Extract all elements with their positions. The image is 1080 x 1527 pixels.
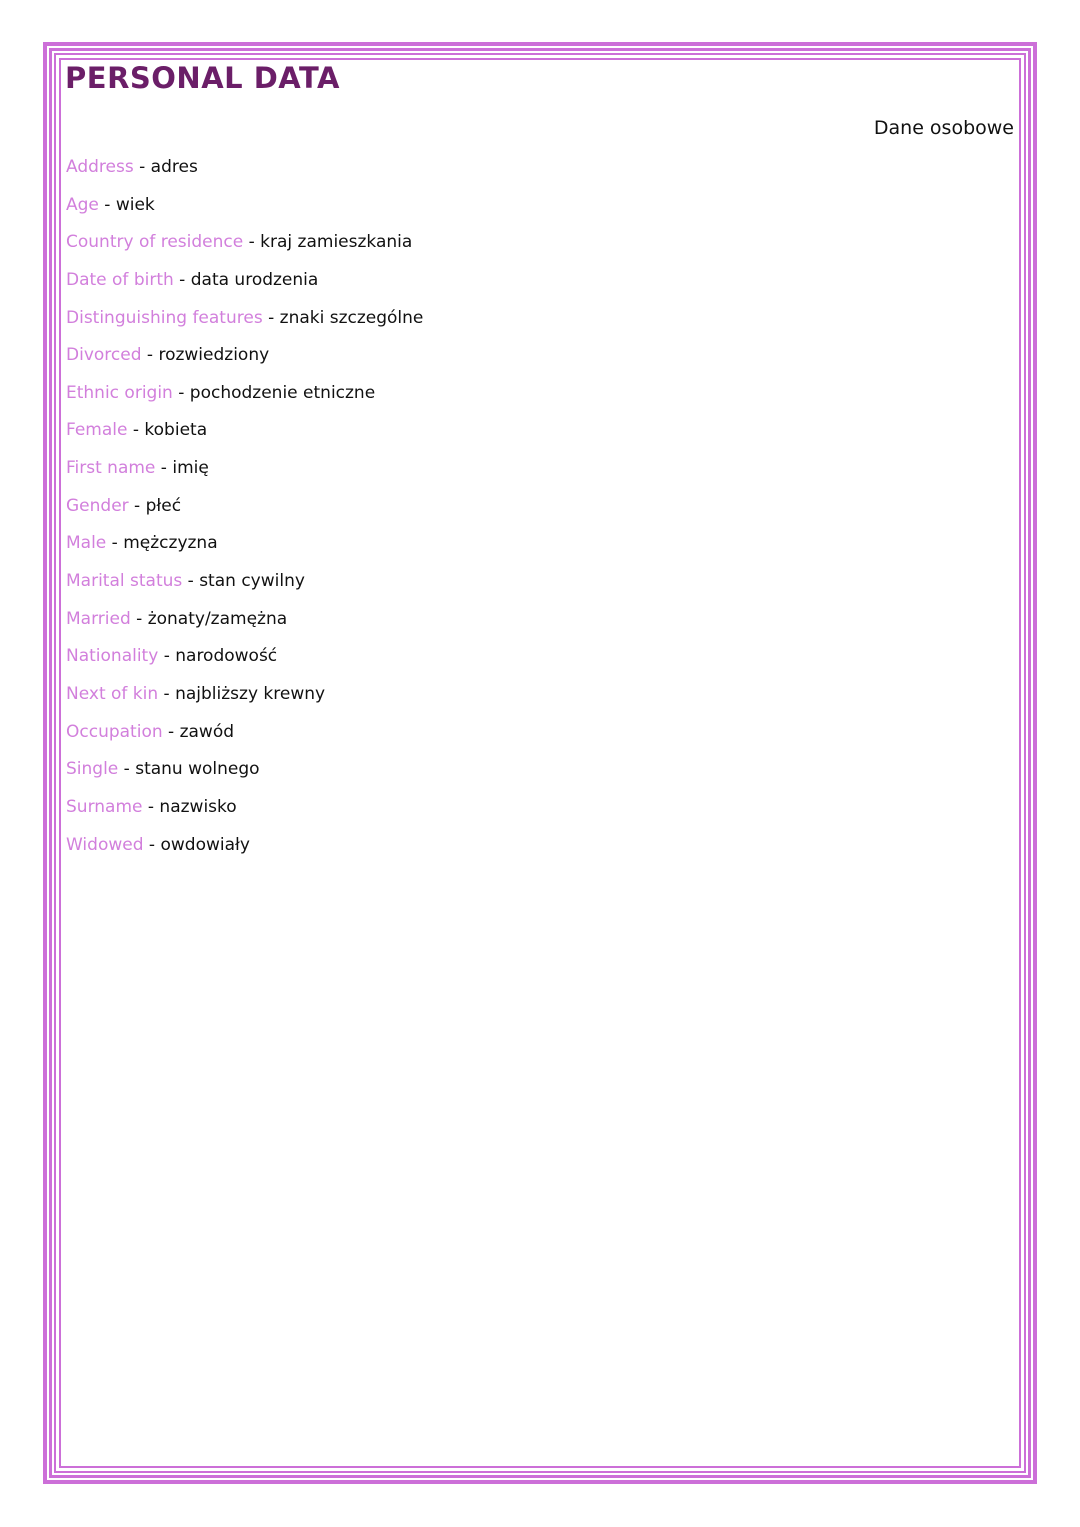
vocabulary-list	[66, 152, 423, 867]
vocabulary-term: Married	[66, 608, 131, 629]
vocabulary-term: First name	[66, 458, 156, 479]
vocabulary-translation: data urodzenia	[190, 269, 319, 290]
vocabulary-translation: żonaty/zamężna	[147, 608, 288, 629]
vocabulary-translation: znaki szczególne	[279, 307, 424, 328]
vocabulary-translation: kraj zamieszkania	[260, 232, 413, 253]
separator: -	[98, 194, 116, 215]
vocabulary-item	[66, 566, 423, 604]
vocabulary-translation: stan cywilny	[199, 571, 305, 592]
separator: -	[243, 232, 261, 253]
vocabulary-translation: adres	[150, 157, 198, 177]
separator: -	[182, 571, 200, 592]
page-title: PERSONAL DATA	[65, 61, 340, 95]
separator: -	[130, 608, 148, 629]
separator: -	[158, 683, 176, 704]
separator: -	[143, 834, 161, 855]
vocabulary-item	[66, 604, 423, 642]
vocabulary-term: Address	[66, 157, 134, 177]
vocabulary-item	[66, 415, 423, 453]
vocabulary-term: Female	[66, 420, 128, 441]
vocabulary-translation: stanu wolnego	[135, 759, 260, 780]
vocabulary-term: Date of birth	[66, 269, 174, 290]
vocabulary-term: Distinguishing features	[66, 307, 263, 328]
vocabulary-term: Occupation	[66, 721, 163, 742]
vocabulary-translation: pochodzenie etniczne	[189, 382, 376, 403]
vocabulary-translation: mężczyzna	[123, 533, 218, 554]
separator: -	[162, 721, 180, 742]
vocabulary-translation: kobieta	[144, 420, 208, 441]
vocabulary-translation: wiek	[115, 194, 155, 215]
vocabulary-term: Widowed	[66, 834, 144, 855]
vocabulary-item	[66, 717, 423, 755]
vocabulary-item	[66, 830, 423, 868]
vocabulary-term: Single	[66, 759, 119, 780]
vocabulary-item	[66, 152, 423, 190]
separator: -	[173, 269, 191, 290]
vocabulary-term: Male	[66, 533, 107, 554]
vocabulary-term: Ethnic origin	[66, 382, 173, 403]
vocabulary-item	[66, 303, 423, 341]
vocabulary-term: Divorced	[66, 345, 142, 366]
vocabulary-term: Nationality	[66, 646, 159, 667]
vocabulary-item	[66, 528, 423, 566]
vocabulary-term: Gender	[66, 495, 129, 516]
separator: -	[262, 307, 280, 328]
separator: -	[118, 759, 136, 780]
vocabulary-item	[66, 227, 423, 265]
vocabulary-translation: zawód	[179, 721, 235, 742]
vocabulary-term: Age	[66, 194, 99, 215]
vocabulary-item	[66, 679, 423, 717]
vocabulary-translation: narodowość	[175, 646, 278, 667]
vocabulary-term: Next of kin	[66, 683, 159, 704]
vocabulary-term: Country of residence	[66, 232, 244, 253]
vocabulary-item	[66, 453, 423, 491]
vocabulary-translation: imię	[172, 458, 209, 479]
vocabulary-item	[66, 190, 423, 228]
separator: -	[128, 495, 146, 516]
separator: -	[155, 458, 173, 479]
vocabulary-item	[66, 792, 423, 830]
vocabulary-translation: rozwiedziony	[158, 345, 270, 366]
vocabulary-translation: nazwisko	[159, 796, 237, 817]
vocabulary-item	[66, 641, 423, 679]
vocabulary-translation: owdowiały	[160, 834, 250, 855]
page-subtitle: Dane osobowe	[873, 117, 1014, 139]
separator: -	[127, 420, 145, 441]
separator: -	[172, 382, 190, 403]
separator: -	[141, 345, 159, 366]
vocabulary-translation: płeć	[145, 495, 182, 516]
vocabulary-item	[66, 754, 423, 792]
vocabulary-item	[66, 378, 423, 416]
vocabulary-item	[66, 265, 423, 303]
vocabulary-item	[66, 340, 423, 378]
vocabulary-item	[66, 491, 423, 529]
separator: -	[133, 157, 151, 177]
separator: -	[158, 646, 176, 667]
vocabulary-term: Surname	[66, 796, 143, 817]
vocabulary-translation: najbliższy krewny	[175, 683, 326, 704]
separator: -	[106, 533, 124, 554]
vocabulary-term: Marital status	[66, 571, 183, 592]
separator: -	[142, 796, 160, 817]
